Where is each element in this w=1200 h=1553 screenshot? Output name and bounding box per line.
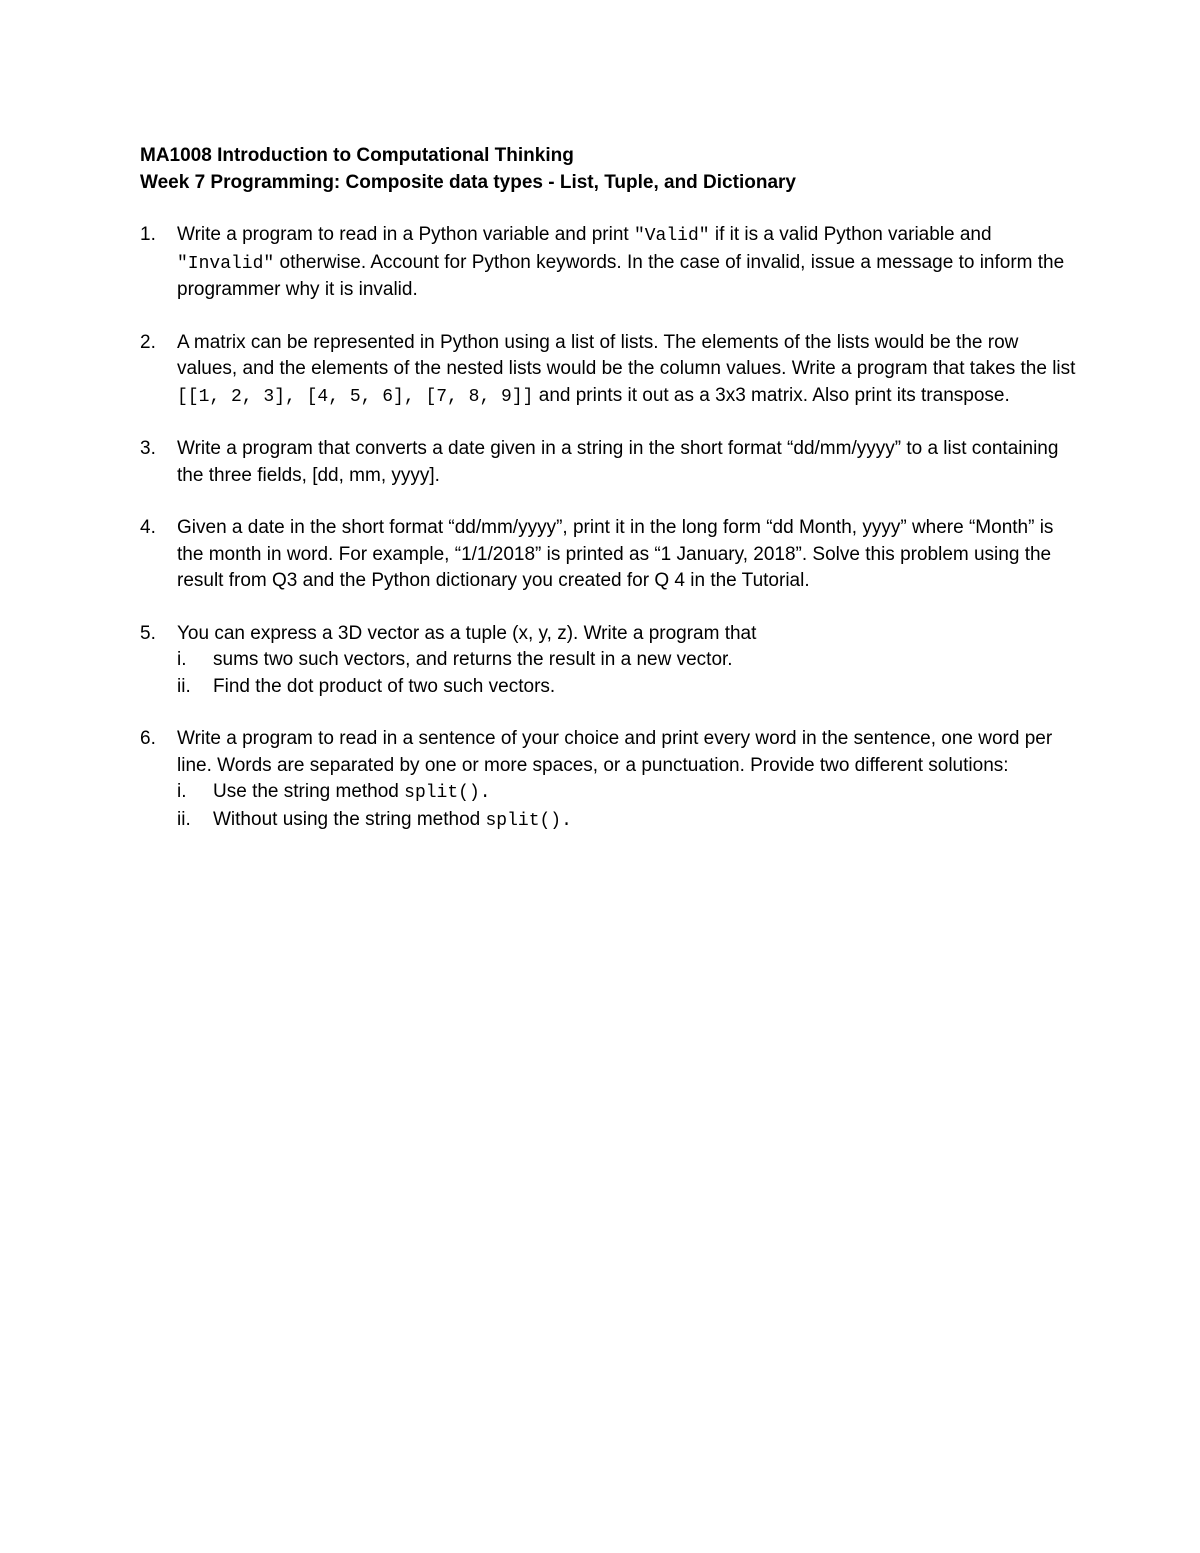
text-span: and prints it out as a 3x3 matrix. Also print its transpose. (533, 384, 1010, 406)
text-span: A matrix can be represented in Python using a list of lists. The elements of the lists would be the row values, and the elements of the nested lists would be the column values. Write a program that takes the list (177, 331, 1076, 379)
text-span: Use the string method (213, 781, 405, 802)
question-2 (140, 330, 1080, 411)
document-content (140, 143, 1080, 860)
sub-item-number: ii. (177, 675, 191, 697)
question-text (177, 330, 1080, 411)
sub-item-text (213, 807, 572, 835)
question-text: You can express a 3D vector as a tuple (x, y, z). Write a program that (177, 622, 757, 644)
sub-item (177, 647, 1080, 674)
text-span: if it is a valid Python variable and (709, 224, 992, 245)
text-span: Write a program to read in a Python variable and print (177, 224, 634, 245)
code-split: split(). (404, 783, 491, 803)
text-span: Without using the string method (213, 808, 486, 830)
code-split: split(). (485, 810, 572, 831)
sub-item-number: i. (177, 649, 187, 670)
sub-item-text: Find the dot product of two such vectors. (213, 675, 556, 697)
question-number: 6. (140, 728, 156, 749)
question-text (177, 222, 1080, 304)
sub-item-text: sums two such vectors, and returns the result in a new vector. (213, 649, 733, 670)
sub-item (177, 674, 1080, 701)
code-valid: "Valid" (633, 226, 710, 246)
sub-item (177, 779, 1080, 807)
question-body (177, 621, 1080, 701)
question-number: 1. (140, 224, 156, 245)
question-number: 2. (140, 331, 156, 353)
question-1 (140, 222, 1080, 304)
question-number: 5. (140, 622, 156, 644)
question-text: Write a program to read in a sentence of your choice and print every word in the sentence, one word per line. Words are separated by one or more spaces, or a punctuation. Provide two different solutions: (177, 728, 1053, 776)
sub-item-number: ii. (177, 808, 191, 830)
sub-item (177, 807, 1080, 835)
sub-item-number: i. (177, 781, 187, 802)
worksheet-title: Week 7 Programming: Composite data types - List, Tuple, and Dictionary (140, 171, 796, 193)
question-5 (140, 621, 1080, 701)
course-title: MA1008 Introduction to Computational Thinking (140, 145, 574, 166)
question-number: 3. (140, 438, 156, 459)
code-list: [[1, 2, 3], [4, 5, 6], [7, 8, 9]] (177, 386, 534, 407)
question-3 (140, 436, 1080, 489)
question-text: Write a program that converts a date given in a string in the short format “dd/mm/yyyy” to a list containing the three fields, [dd, mm, yyyy]. (177, 438, 1059, 486)
text-span: otherwise. Account for Python keywords. In the case of invalid, issue a message to inform the programmer why it is invalid. (177, 251, 1065, 300)
question-number: 4. (140, 517, 156, 538)
question-text: Given a date in the short format “dd/mm/yyyy”, print it in the long form “dd Month, yyyy” where “Month” is the month in word. For example, “1/1/2018” is printed as “1 January, 2018”. Solve this problem using the result from Q3 and the Python dictionary you created for Q 4 in the Tutorial. (177, 517, 1054, 591)
question-4 (140, 515, 1080, 595)
question-body (177, 726, 1080, 834)
sub-item-text (213, 779, 491, 807)
question-6 (140, 726, 1080, 834)
code-invalid: "Invalid" (177, 253, 275, 274)
